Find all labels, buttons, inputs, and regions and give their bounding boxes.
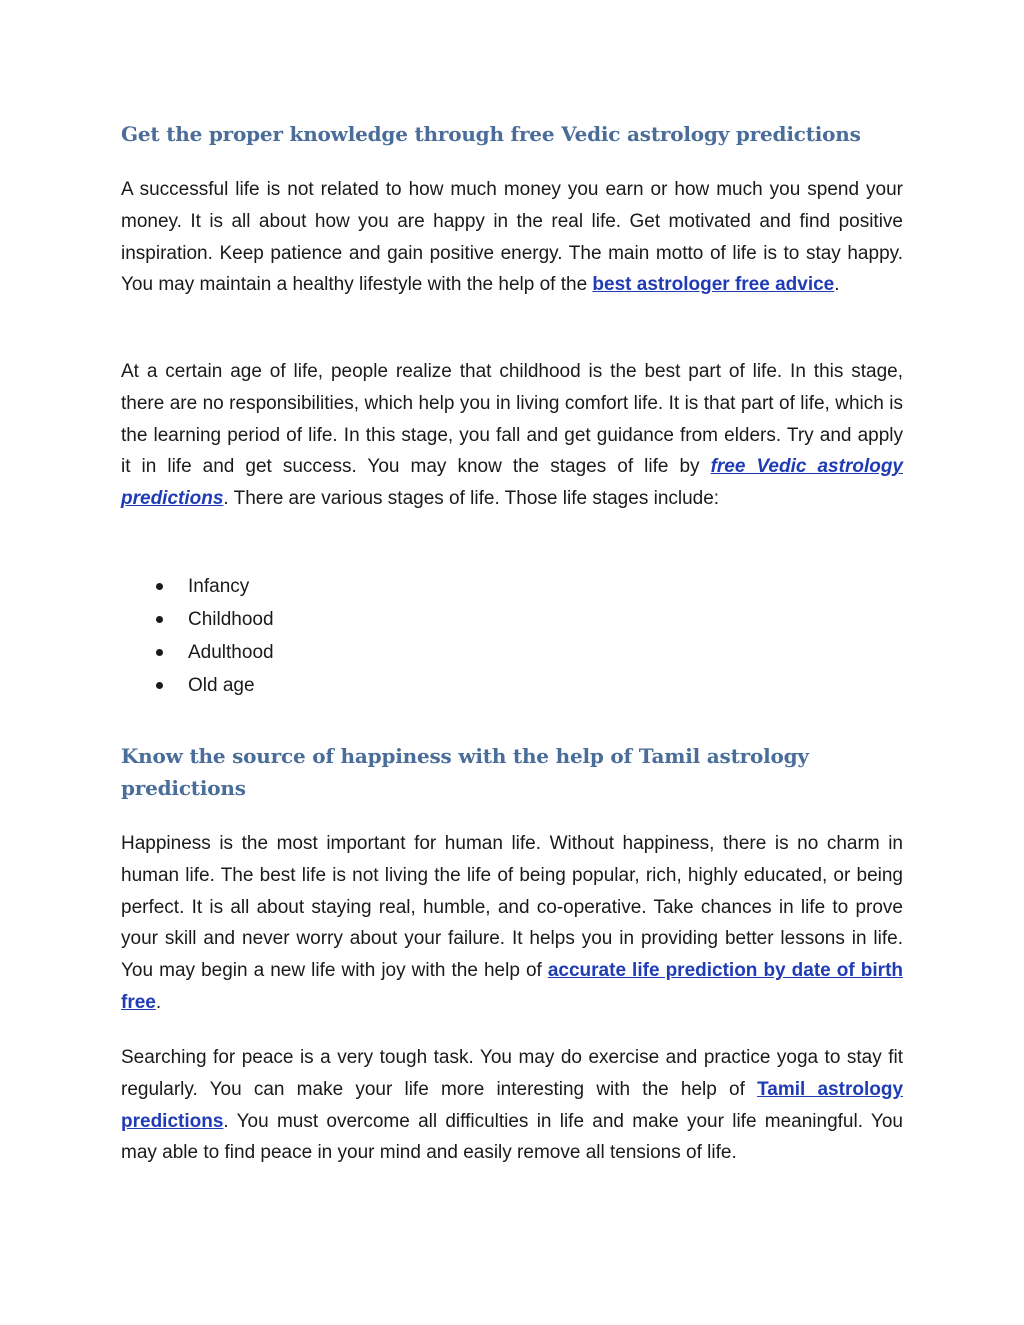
list-item-label: Old age <box>188 675 255 696</box>
section-heading-tamil: Know the source of happiness with the help of Tamil astrology predictions <box>121 744 809 800</box>
paragraph-text: Searching for peace is a very tough task. You may do exercise and practice yoga to stay fit regularly. You can make your life more interesting with the help of <box>121 1047 903 1100</box>
paragraph-childhood <box>121 356 903 515</box>
list-item-label: Childhood <box>188 609 274 630</box>
list-item <box>121 570 274 603</box>
paragraph-happiness <box>121 828 903 1019</box>
paragraph-text: . There are various stages of life. Those life stages include: <box>223 488 720 510</box>
bullet-icon <box>156 649 163 656</box>
link-tamil-astrology-predictions[interactable]: Tamil astrology predictions <box>121 1078 904 1132</box>
paragraph-text: At a certain age of life, people realize that childhood is the best part of life. In this stage, there are no responsibilities, which help you in living comfort life. It is that part of life, which is the learning period of life. In this stage, you fall and get guidance from elders. Try and apply it in life and get success. You may know the stages of life by <box>121 361 903 478</box>
link-best-astrologer-free-advice[interactable]: best astrologer free advice <box>592 274 835 296</box>
paragraph-text: . You must overcome all difficulties in life and make your life meaningful. You may able to find peace in your mind and easily remove all tensions of life. <box>121 1110 903 1164</box>
list-item <box>121 603 274 636</box>
section-heading-vedic: Get the proper knowledge through free Vedic astrology predictions <box>121 122 861 146</box>
bullet-icon <box>156 616 163 623</box>
link-accurate-life-prediction[interactable]: accurate life prediction by date of birth free <box>121 960 903 1013</box>
paragraph-text: . <box>155 991 162 1013</box>
list-item <box>121 669 274 702</box>
paragraph-searching-peace <box>121 1042 903 1169</box>
paragraph-text: Happiness is the most important for human life. Without happiness, there is no charm in human life. The best life is not living the life of being popular, rich, highly educated, or being perfect. It is all about staying real, humble, and co-operative. Take chances in life to prove your skill and never worry about your failure. It helps you in providing better lessons in life. You may begin a new life with joy with the help of <box>121 833 903 982</box>
list-item-label: Infancy <box>188 576 250 597</box>
list-item-label: Adulthood <box>188 642 274 663</box>
bullet-icon <box>156 682 163 689</box>
list-item <box>121 636 274 669</box>
paragraph-text: A successful life is not related to how much money you earn or how much you spend your money. It is all about how you are happy in the real life. Get motivated and find positive inspiration. Keep patience and gain positive energy. The main motto of life is to stay happy. You may maintain a healthy lifestyle with the help of the <box>121 179 903 296</box>
life-stages-list <box>121 570 274 702</box>
link-free-vedic-astrology-predictions[interactable]: free Vedic astrology predictions <box>121 456 903 510</box>
bullet-icon <box>156 583 163 590</box>
paragraph-successful-life <box>121 174 903 301</box>
paragraph-text: . <box>834 274 840 296</box>
